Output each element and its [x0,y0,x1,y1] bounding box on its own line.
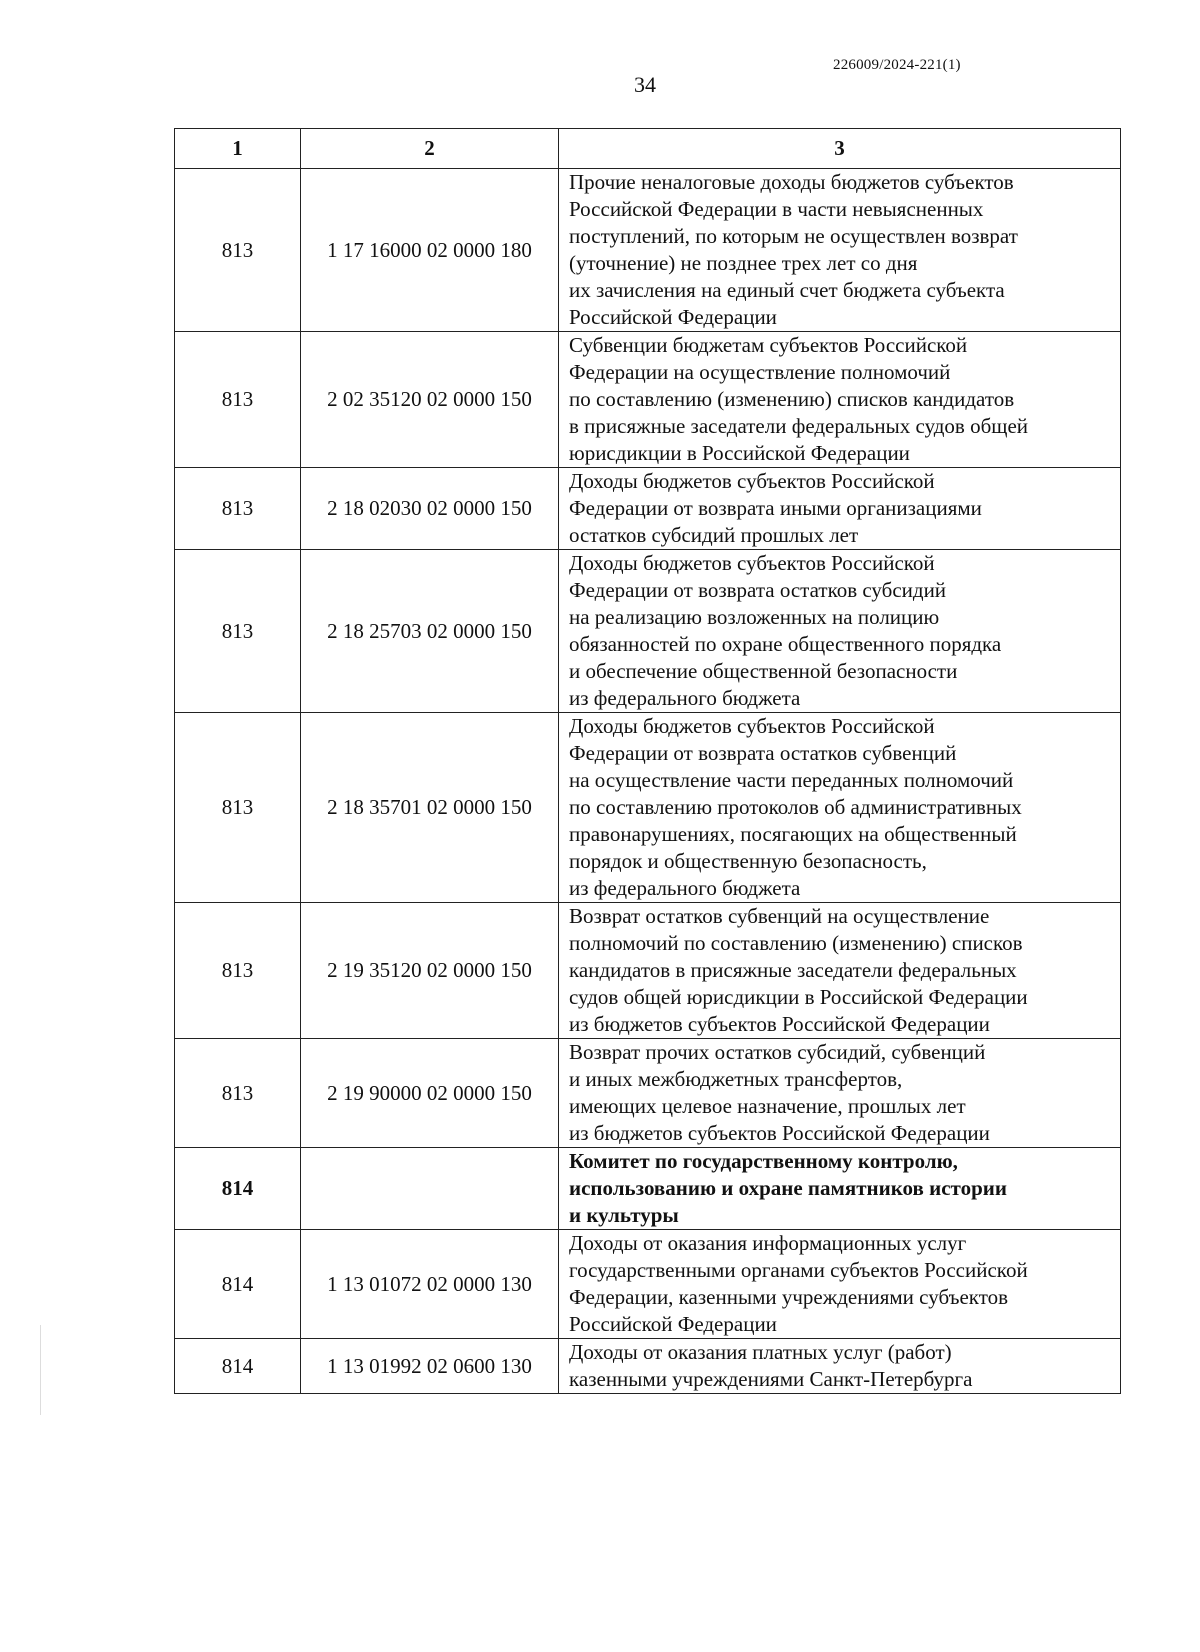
revenue-name-line: и обеспечение общественной безопасности [569,659,958,683]
revenue-name-cell [559,903,1121,1039]
revenue-name-line: на осуществление части переданных полномочий [569,768,1014,792]
document-registration-number: 226009/2024-221(1) [833,57,961,73]
revenue-code-cell: 1 13 01992 02 0600 130 [301,1339,559,1394]
revenue-name-line: Прочие неналоговые доходы бюджетов субъектов [569,170,1014,194]
revenue-name-cell [559,1148,1121,1230]
revenue-name-line: Федерации от возврата остатков субвенций [569,741,957,765]
revenue-name-cell [559,550,1121,713]
revenue-name-line: казенными учреждениями Санкт-Петербурга [569,1367,973,1391]
revenue-name-line: Доходы бюджетов субъектов Российской [569,714,935,738]
revenue-name-cell [559,1039,1121,1148]
table-row [175,332,1121,468]
table-row [175,550,1121,713]
revenue-name-line: использованию и охране памятников истории [569,1176,1007,1200]
revenue-name-line: Федерации, казенными учреждениями субъектов [569,1285,1009,1309]
revenue-code-cell: 2 18 35701 02 0000 150 [301,713,559,903]
revenue-name-line: Возврат остатков субвенций на осуществление [569,904,990,928]
revenue-name-line: (уточнение) не позднее трех лет со дня [569,251,918,275]
budget-revenue-table [174,128,1121,1394]
revenue-name-line: имеющих целевое назначение, прошлых лет [569,1094,966,1118]
revenue-name-line: Федерации от возврата остатков субсидий [569,578,947,602]
table-row [175,903,1121,1039]
revenue-name-line: Комитет по государственному контролю, [569,1149,958,1173]
revenue-name-cell [559,169,1121,332]
revenue-name-line: Доходы бюджетов субъектов Российской [569,551,935,575]
administrator-code-cell: 814 [175,1230,301,1339]
revenue-name-line: и иных межбюджетных трансфертов, [569,1067,903,1091]
revenue-name-line: полномочий по составлению (изменению) списков [569,931,1023,955]
table-row [175,1230,1121,1339]
revenue-name-line: государственными органами субъектов Российской [569,1258,1028,1282]
administrator-code-cell: 813 [175,713,301,903]
revenue-name-line: из бюджетов субъектов Российской Федерации [569,1121,990,1145]
revenue-name-line: и культуры [569,1203,679,1227]
table-row [175,468,1121,550]
revenue-name-cell [559,468,1121,550]
administrator-code-cell: 814 [175,1148,301,1230]
revenue-code-cell: 1 17 16000 02 0000 180 [301,169,559,332]
revenue-name-line: по составлению (изменению) списков кандидатов [569,387,1015,411]
revenue-name-line: их зачисления на единый счет бюджета субъекта [569,278,1005,302]
revenue-code-cell: 2 18 02030 02 0000 150 [301,468,559,550]
table-body [175,169,1121,1394]
revenue-name-line: Российской Федерации [569,305,777,329]
revenue-name-cell [559,1339,1121,1394]
administrator-code-cell: 813 [175,550,301,713]
revenue-code-cell [301,1148,559,1230]
revenue-name-line: Возврат прочих остатков субсидий, субвенций [569,1040,986,1064]
column-header-1: 1 [175,129,301,169]
revenue-code-cell: 2 02 35120 02 0000 150 [301,332,559,468]
revenue-code-cell: 2 19 35120 02 0000 150 [301,903,559,1039]
table-row [175,1148,1121,1230]
revenue-name-line: правонарушениях, посягающих на общественный [569,822,1017,846]
revenue-name-line: Российской Федерации в части невыясненных [569,197,984,221]
revenue-name-line: Доходы от оказания информационных услуг [569,1231,967,1255]
revenue-code-cell: 2 19 90000 02 0000 150 [301,1039,559,1148]
revenue-name-line: судов общей юрисдикции в Российской Федерации [569,985,1028,1009]
administrator-code-cell: 813 [175,468,301,550]
column-header-2: 2 [301,129,559,169]
page-number: 34 [634,72,656,97]
revenue-name-line: поступлений, по которым не осуществлен возврат [569,224,1018,248]
revenue-name-line: Федерации на осуществление полномочий [569,360,951,384]
revenue-name-line: остатков субсидий прошлых лет [569,523,859,547]
revenue-name-line: Российской Федерации [569,1312,777,1336]
revenue-name-line: Доходы бюджетов субъектов Российской [569,469,935,493]
revenue-name-line: обязанностей по охране общественного порядка [569,632,1002,656]
revenue-name-cell [559,713,1121,903]
revenue-name-line: в присяжные заседатели федеральных судов общей [569,414,1029,438]
scan-edge-mark [40,1325,41,1415]
revenue-name-line: по составлению протоколов об административных [569,795,1022,819]
revenue-name-line: кандидатов в присяжные заседатели федеральных [569,958,1017,982]
administrator-code-cell: 813 [175,903,301,1039]
revenue-name-line: юрисдикции в Российской Федерации [569,441,910,465]
table-row [175,1339,1121,1394]
revenue-name-line: из федерального бюджета [569,686,801,710]
revenue-name-line: Федерации от возврата иными организациями [569,496,982,520]
revenue-name-line: на реализацию возложенных на полицию [569,605,940,629]
administrator-code-cell: 813 [175,332,301,468]
table-row [175,169,1121,332]
table-row [175,713,1121,903]
revenue-code-cell: 2 18 25703 02 0000 150 [301,550,559,713]
administrator-code-cell: 813 [175,1039,301,1148]
administrator-code-cell: 813 [175,169,301,332]
administrator-code-cell: 814 [175,1339,301,1394]
revenue-name-cell [559,332,1121,468]
revenue-name-line: из федерального бюджета [569,876,801,900]
revenue-name-line: Доходы от оказания платных услуг (работ) [569,1340,952,1364]
revenue-code-cell: 1 13 01072 02 0000 130 [301,1230,559,1339]
column-header-3: 3 [559,129,1121,169]
revenue-name-line: порядок и общественную безопасность, [569,849,927,873]
revenue-name-line: из бюджетов субъектов Российской Федерации [569,1012,990,1036]
table-row [175,1039,1121,1148]
revenue-name-cell [559,1230,1121,1339]
table-header-row [175,129,1121,169]
revenue-name-line: Субвенции бюджетам субъектов Российской [569,333,968,357]
